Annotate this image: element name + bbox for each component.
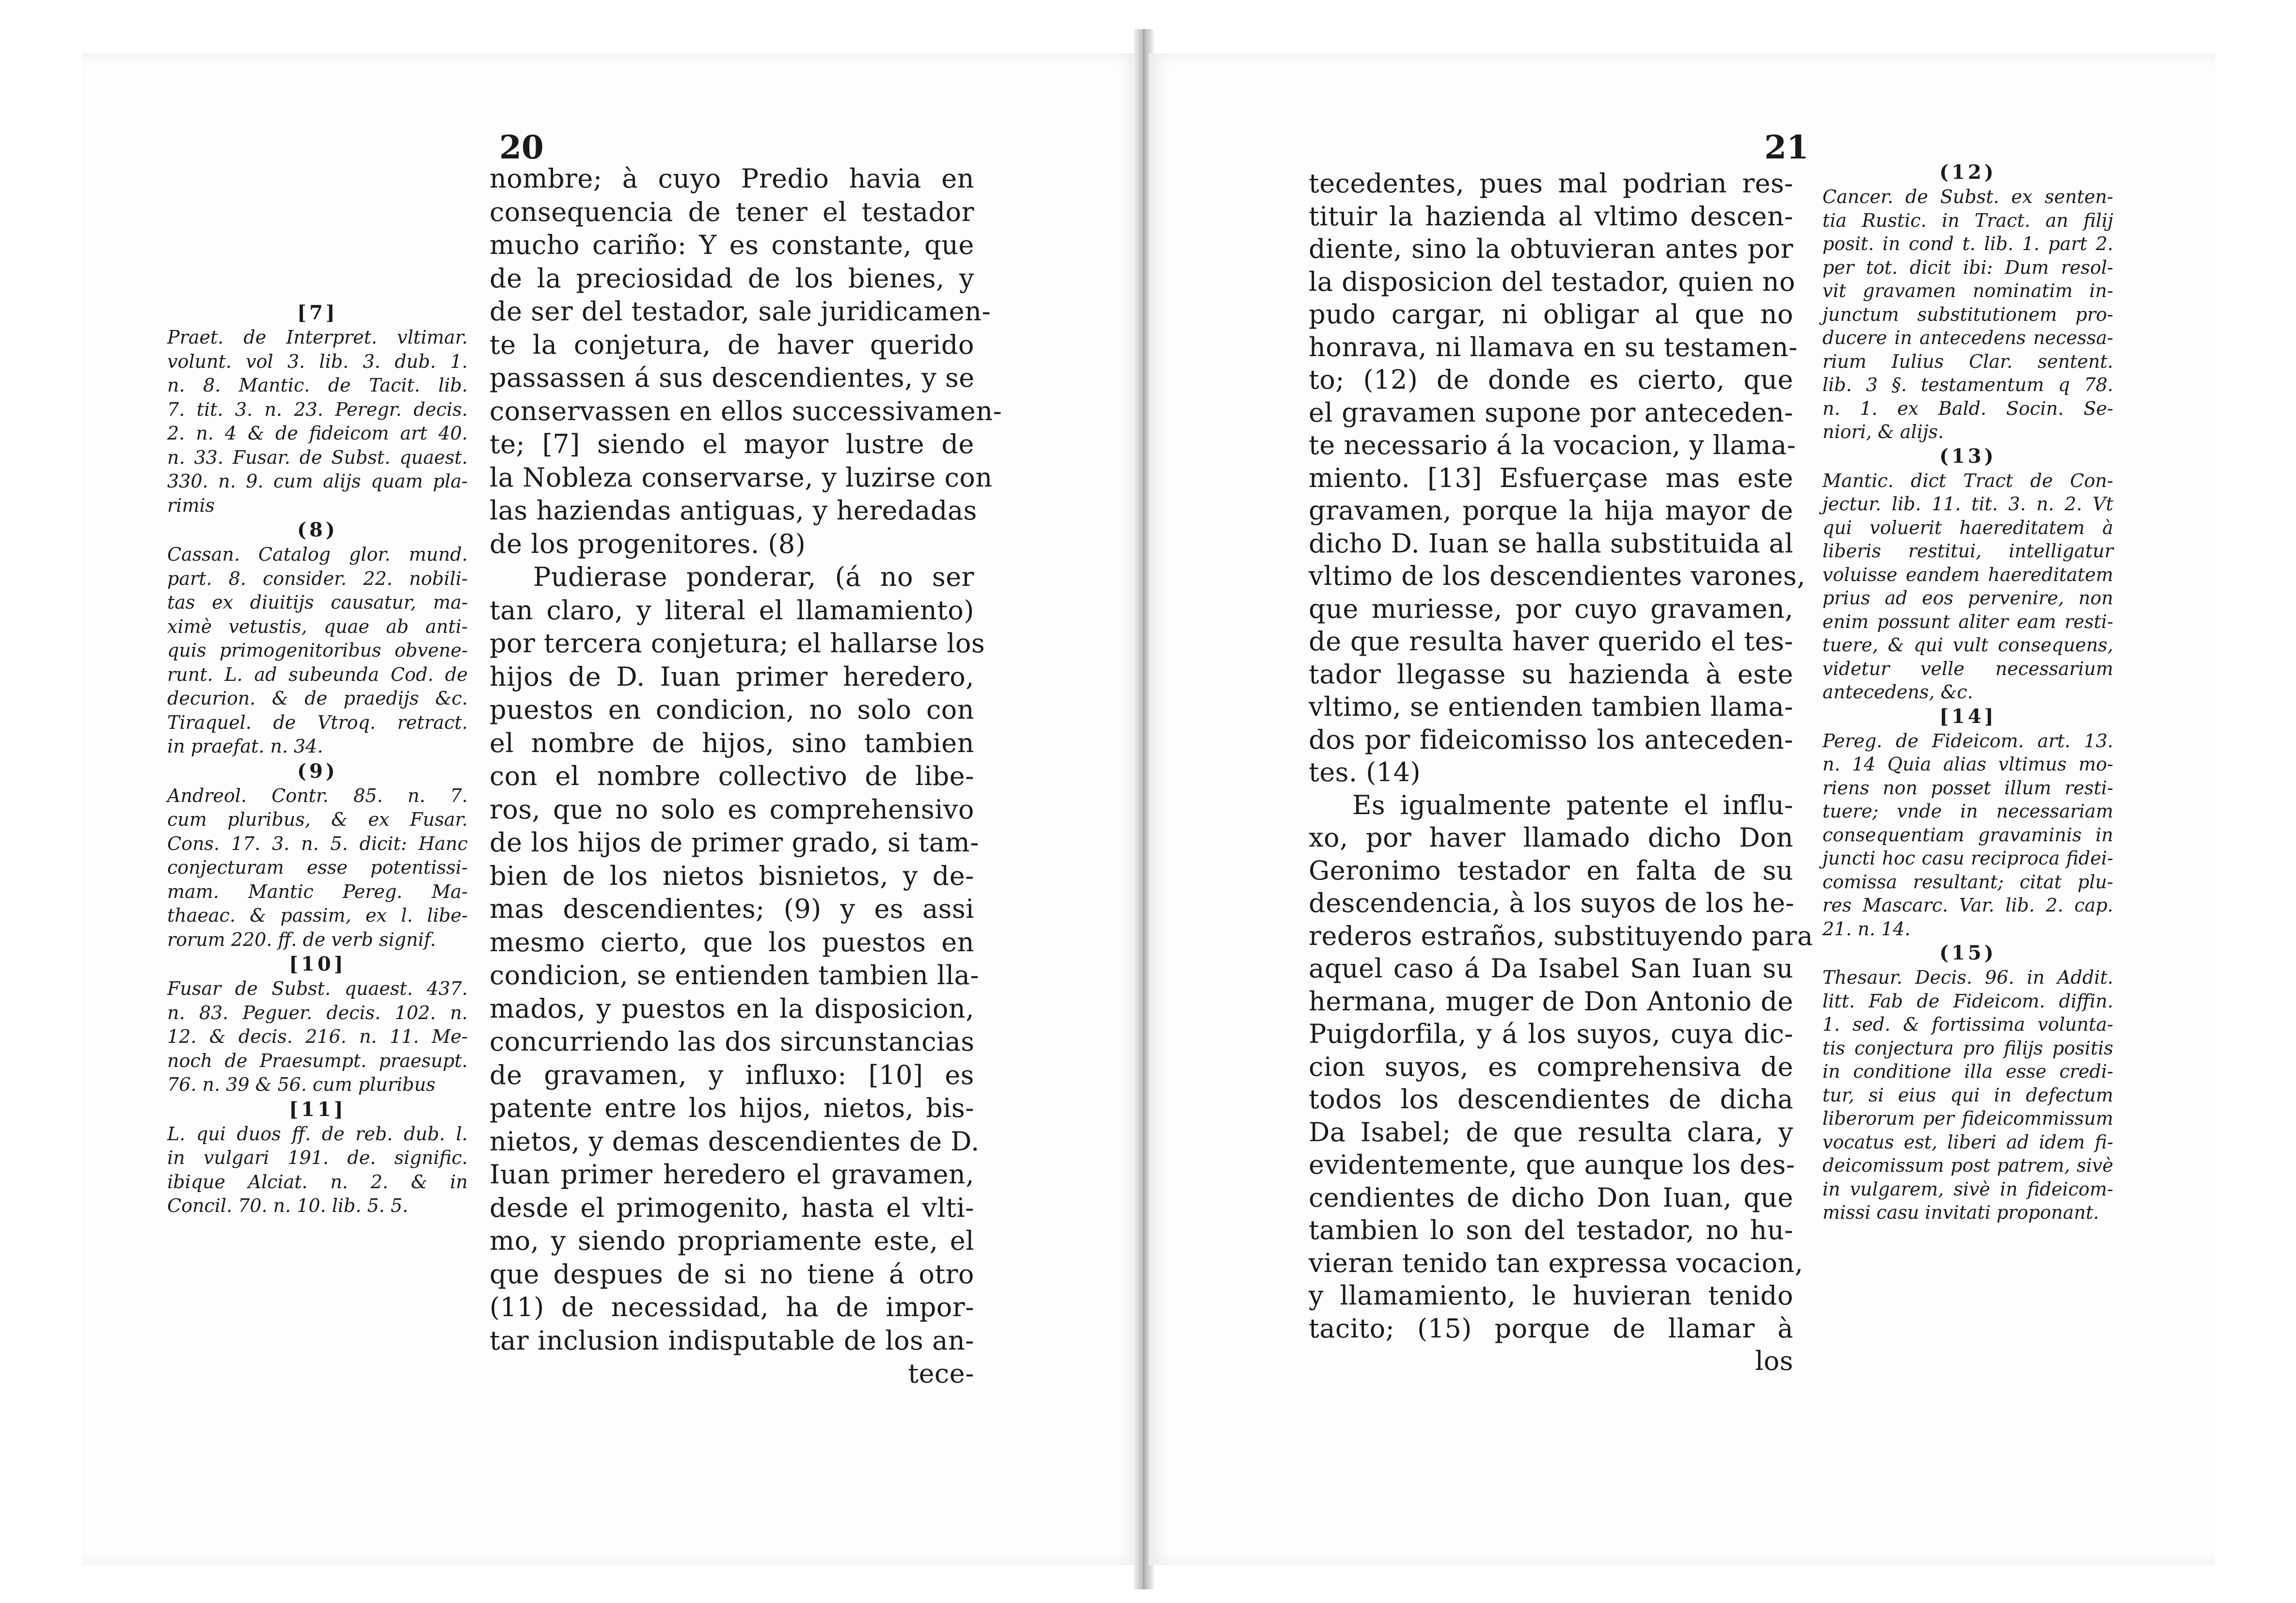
text-line: to; (12) de donde es cierto, que bbox=[1309, 364, 1793, 395]
text-line: tecedentes, pues mal podrian res- bbox=[1309, 168, 1793, 199]
text-line: las haziendas antiguas, y heredadas bbox=[490, 495, 977, 526]
note-line: decurion. & de praedijs &c. bbox=[167, 688, 468, 709]
text-line: conservassen en ellos successivamen- bbox=[490, 395, 1002, 426]
text-line: por tercera conjetura; el hallarse los bbox=[490, 628, 985, 659]
note-line: niori, & alijs. bbox=[1822, 421, 1944, 442]
note-line: per tot. dicit ibi: Dum resol- bbox=[1822, 256, 2113, 278]
note-line: thaeac. & passim, ex l. libe- bbox=[167, 905, 468, 926]
text-line: de los progenitores. (8) bbox=[490, 528, 806, 559]
text-line: pudo cargar, ni obligar al que no bbox=[1309, 299, 1793, 330]
note-line: tuere; vnde in necessariam bbox=[1822, 801, 2113, 822]
text-line: aquel caso á Da Isabel San Iuan su bbox=[1309, 953, 1793, 984]
text-line: el nombre de hijos, sino tambien bbox=[490, 727, 974, 758]
left-margin-notes bbox=[167, 300, 468, 1218]
text-line: condicion, se entienden tambien lla- bbox=[490, 960, 980, 990]
text-line: tador llegasse su hazienda à este bbox=[1309, 659, 1793, 690]
note-line: 12. & decis. 216. n. 11. Me- bbox=[167, 1026, 468, 1047]
note-line: conjecturam esse potentissi- bbox=[167, 857, 468, 878]
note-line: volunt. vol 3. lib. 3. dub. 1. bbox=[167, 350, 468, 372]
text-line: hijos de D. Iuan primer heredero, bbox=[490, 661, 974, 692]
text-line: cion suyos, es comprehensiva de bbox=[1309, 1051, 1793, 1082]
note-line: junctum substitutionem pro- bbox=[1822, 303, 2113, 325]
note-line: Fusar de Subst. quaest. 437. bbox=[167, 978, 468, 999]
text-line: miento. [13] Esfuerçase mas este bbox=[1309, 462, 1793, 493]
text-line: mesmo cierto, que los puestos en bbox=[490, 927, 974, 958]
text-line: honrava, ni llamava en su testamen- bbox=[1309, 331, 1798, 362]
text-line: Pudierase ponderar, (á no ser bbox=[533, 562, 974, 592]
text-line: tes. (14) bbox=[1309, 757, 1421, 787]
text-line: mucho cariño: Y es constante, que bbox=[490, 230, 974, 260]
right-main-text bbox=[1309, 167, 1813, 1378]
note-line: Concil. 70. n. 10. lib. 5. 5. bbox=[167, 1195, 409, 1216]
text-line: tan claro, y literal el llamamiento) bbox=[490, 595, 974, 626]
note-line: rorum 220. ff. de verb signif. bbox=[167, 928, 436, 950]
note-line: part. 8. consider. 22. nobili- bbox=[167, 567, 468, 589]
note-line: 21. n. 14. bbox=[1822, 918, 1911, 940]
text-line: que despues de si no tiene á otro bbox=[490, 1258, 974, 1289]
text-line: mas descendientes; (9) y es assi bbox=[490, 894, 974, 924]
note-line: L. qui duos ff. de reb. dub. l. bbox=[167, 1123, 468, 1145]
note-line: Cassan. Catalog glor. mund. bbox=[167, 544, 468, 565]
note-line: res Mascarc. Var. lib. 2. cap. bbox=[1822, 895, 2113, 916]
note-line: tia Rustic. in Tract. an filij bbox=[1822, 209, 2113, 231]
note-line: 2. n. 4 & de fideicom art 40. bbox=[167, 423, 468, 444]
text-line: Iuan primer heredero el gravamen, bbox=[490, 1159, 974, 1190]
text-line: la Nobleza conservarse, y luzirse con bbox=[490, 462, 993, 493]
note-line: rimis bbox=[167, 494, 215, 516]
note-marker: [14] bbox=[1939, 705, 1996, 728]
text-line: con el nombre collectivo de libe- bbox=[490, 761, 974, 791]
note-line: Andreol. Contr. 85. n. 7. bbox=[167, 785, 468, 806]
note-marker: (8) bbox=[297, 519, 338, 541]
text-line: nombre; à cuyo Predio havia en bbox=[490, 163, 974, 194]
note-line: n. 8. Mantic. de Tacit. lib. bbox=[167, 375, 468, 396]
note-marker: [7] bbox=[297, 301, 338, 324]
text-line: que muriesse, por cuyo gravamen, bbox=[1309, 593, 1793, 624]
text-line: consequencia de tener el testador bbox=[490, 196, 974, 227]
note-line: 330. n. 9. cum alijs quam pla- bbox=[167, 471, 468, 492]
text-line: xo, por haver llamado dicho Don bbox=[1309, 822, 1793, 853]
note-line: n. 14 Quia alias vltimus mo- bbox=[1822, 754, 2113, 775]
note-line: n. 33. Fusar. de Subst. quaest. bbox=[167, 446, 468, 468]
note-marker: [10] bbox=[289, 953, 346, 975]
text-line: nietos, y demas descendientes de D. bbox=[490, 1126, 980, 1157]
note-line: Tiraquel. de Vtroq. retract. bbox=[167, 711, 468, 733]
note-line: Cons. 17. 3. n. 5. dicit: Hanc bbox=[167, 833, 468, 854]
note-line: cum pluribus, & ex Fusar. bbox=[167, 809, 468, 830]
text-line: todos los descendientes de dicha bbox=[1309, 1084, 1793, 1115]
text-line: vltimo, se entienden tambien llama- bbox=[1309, 691, 1793, 722]
text-line: mo, y siendo propriamente este, el bbox=[490, 1226, 974, 1256]
note-line: lib. 3 §. testamentum q 78. bbox=[1822, 374, 2113, 395]
note-line: in vulgari 191. de. signific. bbox=[167, 1147, 468, 1168]
note-marker: [11] bbox=[289, 1098, 346, 1121]
text-line: dicho D. Iuan se halla substituida al bbox=[1309, 528, 1793, 559]
note-marker: (9) bbox=[297, 759, 338, 783]
text-line: desde el primogenito, hasta el vlti- bbox=[490, 1192, 974, 1223]
text-line: Es igualmente patente el influ- bbox=[1352, 789, 1793, 820]
left-page-number: 20 bbox=[499, 128, 544, 166]
right-margin-notes bbox=[1822, 160, 2113, 1225]
text-line: diente, sino la obtuvieran antes por bbox=[1309, 234, 1793, 264]
text-line: tar inclusion indisputable de los an- bbox=[490, 1325, 974, 1356]
text-line: Puigdorfila, y á los suyos, cuya dic- bbox=[1309, 1019, 1793, 1049]
text-line: vltimo de los descendientes varones, bbox=[1309, 561, 1805, 591]
note-line: posit. in cond t. lib. 1. part 2. bbox=[1822, 233, 2113, 254]
note-line: in vulgarem, sivè in fideicom- bbox=[1822, 1178, 2113, 1200]
text-line: tece- bbox=[908, 1358, 974, 1389]
note-line: in conditione illa esse credi- bbox=[1822, 1061, 2113, 1082]
text-line: mados, y puestos en la disposicion, bbox=[490, 993, 974, 1024]
text-line: (11) de necessidad, ha de impor- bbox=[490, 1292, 974, 1322]
note-line: noch de Praesumpt. praesupt. bbox=[167, 1050, 468, 1071]
text-line: de que resulta haver querido el tes- bbox=[1309, 626, 1793, 657]
note-line: antecedens, &c. bbox=[1822, 681, 1973, 703]
text-line: tituir la hazienda al vltimo descen- bbox=[1309, 201, 1793, 232]
text-line: patente entre los hijos, nietos, bis- bbox=[490, 1093, 974, 1123]
note-line: tas ex diuitijs causatur, ma- bbox=[167, 592, 468, 613]
text-line: rederos estraños, substituyendo para bbox=[1309, 920, 1813, 951]
note-line: juncti hoc casu reciproca fidei- bbox=[1822, 848, 2113, 869]
note-line: Pereg. de Fideicom. art. 13. bbox=[1822, 730, 2113, 752]
text-line: tacito; (15) porque de llamar à bbox=[1309, 1313, 1793, 1344]
note-line: vocatus est, liberi ad idem fi- bbox=[1822, 1131, 2113, 1153]
note-line: 1. sed. & fortissima volunta- bbox=[1822, 1014, 2113, 1035]
note-marker: (12) bbox=[1939, 161, 1996, 184]
note-line: n. 1. ex Bald. Socin. Se- bbox=[1822, 397, 2113, 419]
note-line: litt. Fab de Fideicom. diffin. bbox=[1822, 990, 2113, 1012]
note-line: n. 83. Peguer. decis. 102. n. bbox=[167, 1002, 468, 1023]
text-line: tambien lo son del testador, no hu- bbox=[1309, 1215, 1793, 1245]
note-line: Praet. de Interpret. vltimar. bbox=[167, 327, 468, 348]
note-line: ximè vetustis, quae ab anti- bbox=[167, 615, 468, 637]
text-line: de ser del testador, sale juridicamen- bbox=[490, 296, 991, 327]
text-line: Geronimo testador en falta de su bbox=[1309, 855, 1793, 886]
note-line: qui voluerit haereditatem à bbox=[1822, 517, 2113, 538]
text-line: bien de los nietos bisnietos, y de- bbox=[490, 860, 974, 891]
note-line: Mantic. dict Tract de Con- bbox=[1822, 470, 2113, 491]
text-line: el gravamen supone por anteceden- bbox=[1309, 397, 1793, 428]
text-line: la disposicion del testador, quien no bbox=[1309, 266, 1796, 297]
text-line: concurriendo las dos sircunstancias bbox=[490, 1026, 975, 1057]
note-line: Cancer. de Subst. ex senten- bbox=[1822, 186, 2113, 207]
text-line: vieran tenido tan expressa vocacion, bbox=[1309, 1247, 1804, 1278]
note-line: 76. n. 39 & 56. cum pluribus bbox=[167, 1074, 436, 1095]
text-line: Da Isabel; de que resulta clara, y bbox=[1309, 1116, 1793, 1147]
text-line: cendientes de dicho Don Iuan, que bbox=[1309, 1182, 1793, 1213]
text-line: de la preciosidad de los bienes, y bbox=[490, 263, 974, 294]
text-line: los bbox=[1755, 1346, 1793, 1376]
right-page-number: 21 bbox=[1764, 128, 1809, 166]
text-line: te necessario á la vocacion, y llama- bbox=[1309, 430, 1796, 460]
text-line: de los hijos de primer grado, si tam- bbox=[490, 827, 979, 858]
text-line: de gravamen, y influxo: [10] es bbox=[490, 1059, 974, 1090]
note-line: liberis restitui, intelligatur bbox=[1822, 540, 2113, 562]
note-line: missi casu invitati proponant. bbox=[1822, 1202, 2099, 1223]
note-line: deicomissum post patrem, sivè bbox=[1822, 1155, 2113, 1176]
text-line: puestos en condicion, no solo con bbox=[490, 694, 974, 725]
note-line: vit gravamen nominatim in- bbox=[1822, 280, 2113, 301]
note-line: tis conjectura pro filijs positis bbox=[1822, 1037, 2113, 1059]
note-line: comissa resultant; citat plu- bbox=[1822, 871, 2113, 893]
note-line: tuere, & qui vult consequens, bbox=[1822, 634, 2113, 656]
note-line: Thesaur. Decis. 96. in Addit. bbox=[1822, 967, 2113, 988]
note-line: rium Iulius Clar. sentent. bbox=[1822, 350, 2113, 372]
text-line: descendencia, à los suyos de los he- bbox=[1309, 888, 1795, 918]
note-line: prius ad eos pervenire, non bbox=[1822, 587, 2113, 609]
note-line: quis primogenitoribus obvene- bbox=[167, 640, 468, 661]
note-line: runt. L. ad subeunda Cod. de bbox=[167, 663, 468, 685]
text-line: dos por fideicomisso los anteceden- bbox=[1309, 724, 1793, 755]
text-line: hermana, muger de Don Antonio de bbox=[1309, 986, 1793, 1017]
text-line: ros, que no solo es comprehensivo bbox=[490, 794, 974, 825]
text-line: gravamen, porque la hija mayor de bbox=[1309, 495, 1793, 526]
note-line: mam. Mantic Pereg. Ma- bbox=[167, 880, 468, 902]
note-line: tur, si eius qui in defectum bbox=[1822, 1084, 2113, 1106]
left-main-text bbox=[490, 162, 1002, 1391]
text-line: y llamamiento, le huvieran tenido bbox=[1309, 1280, 1793, 1311]
note-line: consequentiam gravaminis in bbox=[1822, 824, 2113, 846]
note-marker: (15) bbox=[1939, 942, 1996, 964]
note-line: ducere in antecedens necessa- bbox=[1822, 327, 2113, 348]
note-line: liberorum per fideicommissum bbox=[1822, 1108, 2113, 1129]
text-line: te; [7] siendo el mayor lustre de bbox=[490, 429, 974, 459]
text-line: te la conjetura, de haver querido bbox=[490, 329, 974, 360]
note-marker: (13) bbox=[1939, 444, 1996, 468]
note-line: jectur. lib. 11. tit. 3. n. 2. Vt bbox=[1822, 493, 2113, 515]
note-line: 7. tit. 3. n. 23. Peregr. decis. bbox=[167, 398, 468, 420]
note-line: riens non posset illum resti- bbox=[1822, 777, 2113, 799]
note-line: ibique Alciat. n. 2. & in bbox=[167, 1171, 468, 1193]
text-line: evidentemente, que aunque los des- bbox=[1309, 1149, 1795, 1180]
note-line: voluisse eandem haereditatem bbox=[1822, 564, 2113, 585]
note-line: in praefat. n. 34. bbox=[167, 736, 323, 757]
note-line: videtur velle necessarium bbox=[1822, 658, 2113, 679]
text-line: passassen á sus descendientes, y se bbox=[490, 362, 975, 393]
note-line: enim possunt aliter eam resti- bbox=[1822, 611, 2113, 632]
